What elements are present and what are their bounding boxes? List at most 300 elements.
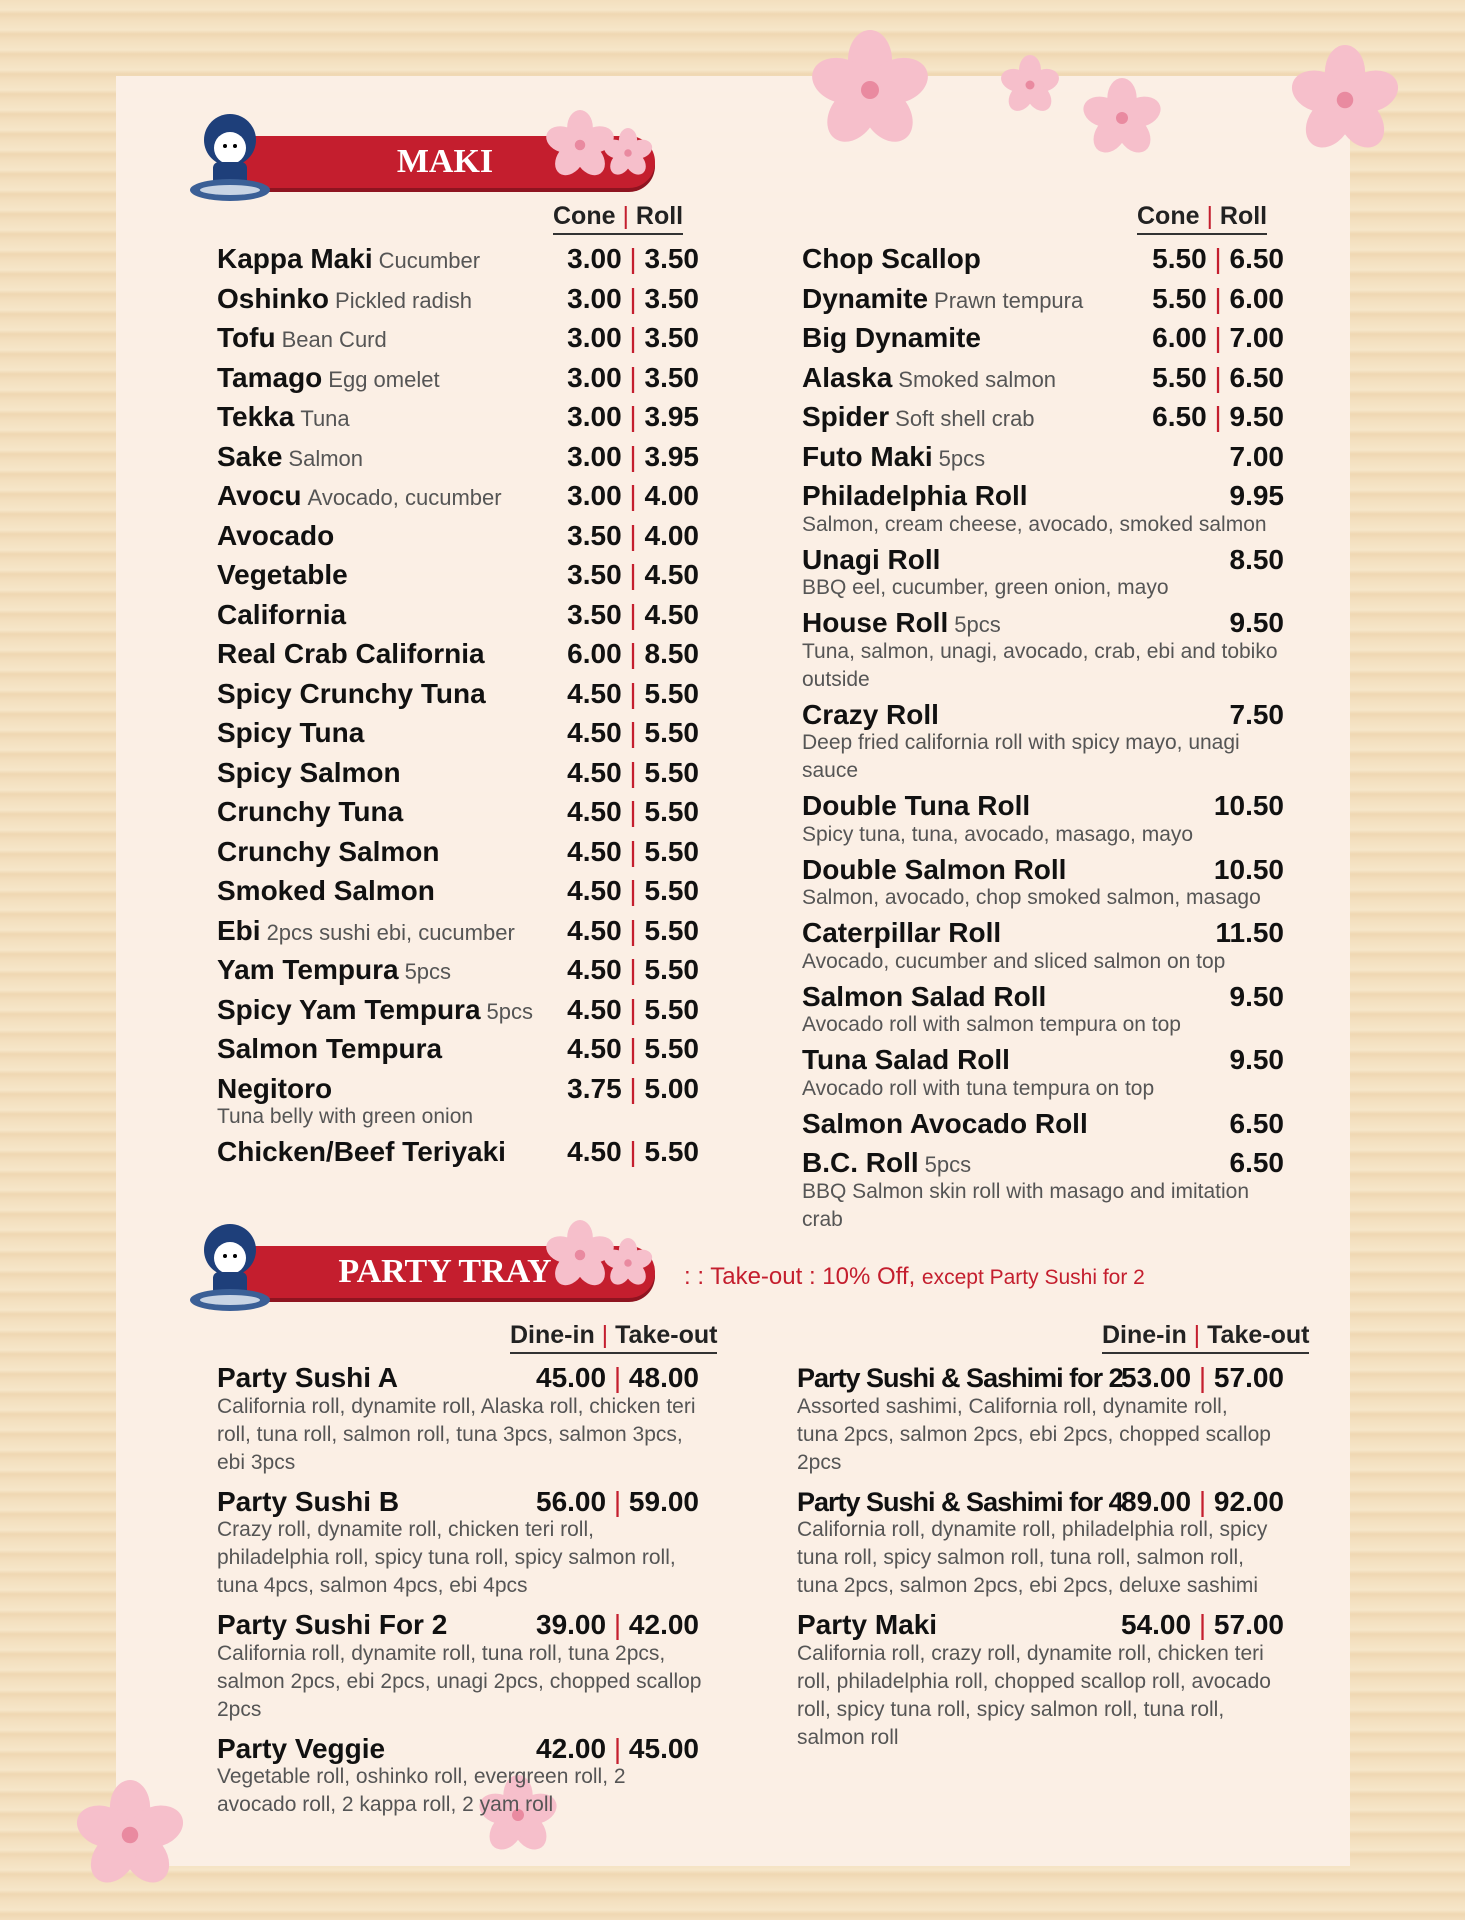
item-name-text: Avocado	[217, 519, 335, 551]
cone-price: 3.00	[567, 480, 622, 511]
item-name-text: Salmon Tempura	[217, 1033, 443, 1064]
cone-price: 3.00	[567, 440, 622, 472]
maki-left-col-header	[553, 202, 683, 235]
item-description: Avocado roll with tuna tempura on top	[802, 1076, 1155, 1100]
menu-item	[217, 912, 697, 952]
item-note: Egg omelet	[328, 366, 440, 392]
menu-item-row	[217, 1070, 697, 1110]
dine-in-price: 42.00	[536, 1732, 607, 1764]
roll-price: 5.50	[644, 717, 699, 748]
menu-item-row	[217, 556, 697, 596]
item-name	[802, 787, 1030, 825]
item-name	[217, 1070, 332, 1108]
item-price	[567, 1070, 699, 1108]
separator: |	[621, 401, 645, 432]
cone-price: 3.00	[567, 322, 622, 353]
cone-price: 3.00	[567, 282, 622, 314]
party-left-col-header	[510, 1321, 717, 1354]
menu-item	[217, 951, 697, 991]
item-name	[217, 872, 435, 910]
cone-label: Cone	[1137, 202, 1200, 230]
single-price: 9.50	[1229, 1044, 1284, 1075]
menu-item	[217, 635, 697, 675]
menu-item-row	[217, 951, 697, 991]
item-name-text: Real Crab California	[217, 638, 485, 669]
item-price	[1214, 787, 1284, 825]
item-name	[802, 604, 1001, 644]
item-name	[217, 477, 502, 517]
menu-item-row	[217, 635, 697, 675]
item-name-text: Salmon Salad Roll	[802, 980, 1047, 1012]
item-price	[567, 714, 699, 752]
item-name	[217, 319, 387, 359]
item-price	[567, 675, 699, 713]
roll-price: 4.00	[644, 480, 699, 511]
menu-item-row	[802, 1105, 1282, 1145]
item-price	[567, 991, 699, 1029]
menu-item-row	[797, 1359, 1282, 1399]
promo-exception: except Party Sushi for 2	[921, 1266, 1145, 1289]
item-name-text: Yam Tempura	[217, 954, 399, 985]
item-note: 5pcs	[486, 998, 534, 1024]
menu-item	[802, 398, 1282, 438]
cone-price: 4.50	[567, 835, 622, 867]
item-name-text: Smoked Salmon	[217, 875, 435, 906]
item-name-text: Oshinko	[217, 282, 330, 314]
menu-item	[797, 1483, 1282, 1601]
item-name	[217, 280, 472, 320]
item-description: California roll, crazy roll, dynamite roll, chicken teri roll, philadelphia roll, chopped scallop roll, avocado roll, spicy tuna roll, spicy salmon roll, tuna roll, salmon roll	[797, 1641, 1271, 1749]
roll-price: 5.50	[644, 875, 699, 906]
menu-item-row	[802, 398, 1282, 438]
cone-price: 3.50	[567, 519, 622, 551]
item-price	[567, 635, 699, 673]
sushi-chef-mascot-icon	[185, 1220, 275, 1320]
item-note: Pickled radish	[335, 287, 472, 313]
item-name-text: Spicy Yam Tempura	[217, 993, 481, 1025]
menu-item-row	[217, 280, 697, 320]
roll-price: 5.00	[644, 1072, 699, 1104]
separator: |	[621, 993, 645, 1025]
item-price	[567, 477, 699, 515]
item-description: Salmon, cream cheese, avocado, smoked salmon	[802, 512, 1267, 536]
item-price	[1230, 604, 1285, 642]
menu-item	[217, 359, 697, 399]
take-out-price: 57.00	[1213, 1609, 1284, 1640]
menu-item-row	[802, 477, 1282, 517]
item-price	[1152, 280, 1284, 318]
cone-price: 6.50	[1152, 401, 1207, 432]
menu-item-row	[217, 1359, 697, 1399]
take-out-label: Take-out	[1207, 1321, 1310, 1349]
promo-main: : : Take-out : 10% Off,	[684, 1263, 916, 1290]
dine-in-price: 54.00	[1121, 1609, 1192, 1640]
item-name	[802, 359, 1056, 399]
item-name-text: Party Maki	[797, 1609, 938, 1640]
item-name-text: House Roll	[802, 607, 949, 638]
item-name	[802, 398, 1035, 438]
roll-price: 6.00	[1229, 282, 1284, 314]
separator: |	[621, 480, 645, 511]
party-section-header	[185, 1240, 665, 1300]
menu-item	[802, 787, 1282, 849]
separator: |	[621, 243, 645, 274]
menu-item	[217, 398, 697, 438]
menu-item-row	[217, 1030, 697, 1070]
roll-price: 3.95	[644, 401, 699, 432]
item-name	[217, 991, 533, 1031]
roll-price: 5.50	[644, 796, 699, 827]
item-description: Vegetable roll, oshinko roll, evergreen roll, 2 avocado roll, 2 kappa roll, 2 yam roll	[217, 1765, 626, 1816]
dine-in-label: Dine-in	[1102, 1321, 1187, 1349]
item-name-text: Party Sushi B	[217, 1485, 400, 1517]
item-price	[1230, 477, 1285, 515]
menu-item	[217, 319, 697, 359]
item-name	[217, 438, 363, 478]
item-price	[567, 359, 699, 397]
menu-item	[217, 991, 697, 1031]
item-name-text: Alaska	[802, 361, 893, 393]
menu-item	[217, 754, 697, 794]
item-name-text: Dynamite	[802, 282, 929, 314]
separator: |	[621, 638, 645, 669]
menu-item-row	[217, 596, 697, 636]
item-price	[567, 596, 699, 634]
menu-item-row	[802, 240, 1282, 280]
menu-item-row	[217, 240, 697, 280]
menu-item-row	[217, 517, 697, 557]
maki-title: MAKI	[235, 136, 655, 188]
item-name-text: Philadelphia Roll	[802, 480, 1028, 511]
maki-right-col-header	[1137, 202, 1267, 235]
party-right-col-header	[1102, 1321, 1309, 1354]
item-name	[217, 833, 439, 871]
take-out-price: 42.00	[628, 1609, 699, 1640]
menu-item	[797, 1359, 1282, 1477]
separator: |	[606, 1362, 629, 1393]
menu-item	[802, 280, 1282, 320]
separator: |	[621, 559, 645, 590]
single-price: 6.50	[1229, 1147, 1284, 1178]
item-name	[802, 851, 1066, 889]
item-description: BBQ eel, cucumber, green onion, mayo	[802, 576, 1169, 599]
menu-item-row	[217, 991, 697, 1031]
menu-item-row	[217, 398, 697, 438]
item-name	[217, 1606, 447, 1644]
item-description: Assorted sashimi, California roll, dynamite roll, tuna 2pcs, salmon 2pcs, ebi 2pcs, chopped scallop 2pcs	[797, 1394, 1271, 1474]
item-name	[217, 1483, 399, 1521]
cone-price: 4.50	[567, 993, 622, 1025]
item-name	[802, 1144, 971, 1184]
menu-item	[217, 1359, 697, 1477]
menu-item-row	[802, 319, 1282, 359]
item-name	[802, 280, 1083, 320]
take-out-price: 59.00	[628, 1485, 699, 1517]
roll-price: 4.50	[644, 598, 699, 630]
item-name-text: Sake	[217, 440, 283, 472]
sakura-flower-icon	[603, 1238, 653, 1288]
item-name	[217, 635, 485, 673]
cone-price: 3.75	[567, 1072, 622, 1104]
roll-price: 4.00	[644, 519, 699, 551]
item-price	[567, 951, 699, 989]
item-name-text: Unagi Roll	[802, 543, 941, 575]
menu-item-row	[802, 787, 1282, 827]
menu-item	[217, 1133, 697, 1173]
menu-item-row	[802, 604, 1282, 644]
single-price: 9.50	[1229, 607, 1284, 638]
item-price	[1215, 914, 1284, 952]
item-name	[217, 556, 348, 594]
roll-price: 5.50	[644, 835, 699, 867]
menu-item-row	[802, 1144, 1282, 1184]
item-name	[802, 438, 985, 478]
take-out-price: 92.00	[1213, 1485, 1284, 1517]
single-price: 9.95	[1229, 480, 1284, 511]
menu-item-row	[217, 872, 697, 912]
item-name-text: Tuna Salad Roll	[802, 1044, 1010, 1075]
party-title: PARTY TRAY	[235, 1246, 655, 1298]
separator: |	[1191, 1362, 1214, 1393]
menu-item-row	[802, 1041, 1282, 1081]
item-price	[1152, 398, 1284, 436]
roll-price: 5.50	[644, 914, 699, 946]
menu-item-row	[217, 714, 697, 754]
sushi-chef-mascot-icon	[185, 110, 275, 210]
roll-price: 5.50	[644, 1136, 699, 1167]
item-name	[217, 1030, 442, 1068]
menu-item-row	[802, 280, 1282, 320]
menu-item-row	[217, 319, 697, 359]
item-description: California roll, dynamite roll, Alaska roll, chicken teri roll, tuna roll, salmon roll, tuna 3pcs, salmon 3pcs, ebi 3pcs	[217, 1394, 696, 1474]
separator: |	[606, 1485, 629, 1517]
separator: |	[1206, 243, 1230, 274]
separator: |	[621, 1072, 645, 1104]
item-description: California roll, dynamite roll, tuna roll, tuna 2pcs, salmon 2pcs, ebi 2pcs, unagi 2pcs, chopped scallop 2pcs	[217, 1641, 702, 1721]
item-price	[1230, 696, 1285, 734]
menu-item	[802, 1144, 1282, 1234]
item-note: Bean Curd	[281, 327, 387, 352]
cone-price: 6.00	[1152, 322, 1207, 353]
separator: |	[621, 598, 645, 630]
item-name	[802, 477, 1028, 515]
separator: |	[1206, 202, 1220, 230]
single-price: 8.50	[1229, 543, 1284, 575]
item-price	[1230, 438, 1285, 476]
separator: |	[621, 954, 645, 985]
item-price	[536, 1483, 699, 1521]
cone-price: 4.50	[567, 677, 622, 709]
item-price	[1121, 1483, 1284, 1521]
menu-item	[802, 1105, 1282, 1145]
sakura-flower-icon	[810, 30, 930, 150]
separator: |	[622, 202, 636, 230]
menu-item-row	[797, 1606, 1282, 1646]
item-price	[567, 280, 699, 318]
item-note: Avocado, cucumber	[307, 485, 502, 510]
item-note: 2pcs sushi ebi, cucumber	[266, 919, 515, 945]
menu-item	[217, 556, 697, 596]
item-name-text: Big Dynamite	[802, 322, 981, 353]
menu-item	[802, 477, 1282, 539]
cone-price: 3.00	[567, 401, 622, 432]
menu-item	[217, 1483, 697, 1601]
item-name-text: Chicken/Beef Teriyaki	[217, 1136, 506, 1167]
sakura-flower-icon	[1000, 55, 1060, 115]
item-price	[567, 517, 699, 555]
separator: |	[1206, 401, 1230, 432]
item-name	[217, 675, 486, 713]
separator: |	[601, 1321, 616, 1349]
sakura-flower-icon	[1082, 78, 1162, 158]
item-name-text: B.C. Roll	[802, 1147, 919, 1178]
item-name-text: Party Sushi & Sashimi for 2	[797, 1363, 1123, 1393]
item-description: California roll, dynamite roll, philadelphia roll, spicy tuna roll, spicy salmon roll, tuna roll, salmon roll, tuna 2pcs, salmon 2pcs, ebi 2pcs, deluxe sashimi	[797, 1518, 1268, 1597]
separator: |	[621, 677, 645, 709]
separator: |	[1191, 1485, 1214, 1517]
item-price	[567, 1133, 699, 1171]
item-price	[567, 556, 699, 594]
sakura-flower-icon	[75, 1780, 185, 1890]
item-name-text: Party Sushi & Sashimi for 4	[797, 1486, 1123, 1517]
dine-in-price: 89.00	[1121, 1485, 1192, 1517]
item-name	[217, 398, 350, 438]
separator: |	[621, 282, 645, 314]
item-name	[802, 240, 981, 278]
menu-item	[217, 1730, 697, 1820]
cone-price: 5.50	[1152, 243, 1207, 274]
menu-item	[802, 359, 1282, 399]
menu-item	[802, 240, 1282, 280]
item-price	[567, 912, 699, 950]
cone-price: 4.50	[567, 1136, 622, 1167]
item-name-text: Ebi	[217, 914, 261, 946]
item-name-text: Chop Scallop	[802, 243, 981, 274]
item-description: Salmon, avocado, chop smoked salmon, masago	[802, 886, 1261, 909]
separator: |	[1191, 1609, 1214, 1640]
item-description: Spicy tuna, tuna, avocado, masago, mayo	[802, 822, 1194, 846]
menu-item-row	[217, 477, 697, 517]
item-name	[217, 714, 364, 752]
roll-label: Roll	[1219, 202, 1268, 230]
menu-item	[217, 240, 697, 280]
separator: |	[621, 1136, 645, 1167]
item-name-text: Tekka	[217, 401, 295, 432]
roll-price: 3.50	[644, 282, 699, 314]
item-name	[217, 1730, 385, 1768]
roll-price: 5.50	[644, 954, 699, 985]
separator: |	[621, 440, 645, 472]
item-name	[217, 1133, 506, 1171]
item-name-text: Party Sushi For 2	[217, 1609, 448, 1640]
menu-item	[802, 1041, 1282, 1103]
menu-item	[217, 872, 697, 912]
cone-price: 4.50	[567, 954, 622, 985]
cone-price: 3.50	[567, 559, 622, 590]
roll-price: 6.50	[1229, 361, 1284, 393]
item-price	[567, 754, 699, 792]
cone-price: 4.50	[567, 1033, 622, 1064]
dine-in-label: Dine-in	[510, 1321, 595, 1349]
menu-item	[217, 1070, 697, 1132]
item-name	[217, 951, 451, 991]
single-price: 6.50	[1229, 1107, 1284, 1139]
item-description: Avocado, cucumber and sliced salmon on top	[802, 949, 1226, 973]
item-price	[567, 398, 699, 436]
item-name	[797, 1483, 1123, 1521]
menu-item-row	[217, 754, 697, 794]
menu-item	[217, 280, 697, 320]
item-name	[217, 754, 401, 792]
roll-price: 5.50	[644, 993, 699, 1025]
item-description: Crazy roll, dynamite roll, chicken teri roll, philadelphia roll, spicy tuna roll, spicy salmon roll, tuna 4pcs, salmon 4pcs, ebi 4pcs	[217, 1518, 676, 1597]
item-note: Prawn tempura	[934, 287, 1084, 313]
menu-item-row	[217, 1730, 697, 1770]
maki-left-list	[217, 240, 697, 1173]
menu-item	[802, 438, 1282, 478]
roll-price: 3.50	[644, 243, 699, 274]
item-name	[797, 1359, 1123, 1397]
cone-price: 3.00	[567, 243, 622, 274]
menu-item	[217, 438, 697, 478]
roll-price: 9.50	[1229, 401, 1284, 432]
separator: |	[606, 1732, 629, 1764]
item-name	[802, 1041, 1010, 1079]
item-name-text: California	[217, 598, 347, 630]
menu-item-row	[802, 359, 1282, 399]
item-description: Avocado roll with salmon tempura on top	[802, 1013, 1181, 1036]
item-name-text: Spicy Crunchy Tuna	[217, 677, 486, 709]
item-name	[217, 1359, 398, 1397]
single-price: 9.50	[1229, 980, 1284, 1012]
item-price	[567, 319, 699, 357]
item-name	[217, 240, 480, 280]
cone-price: 4.50	[567, 717, 622, 748]
item-name-text: Tofu	[217, 322, 276, 353]
menu-item	[802, 541, 1282, 603]
separator: |	[1206, 361, 1230, 393]
roll-price: 5.50	[644, 677, 699, 709]
item-note: Salmon	[288, 445, 363, 471]
menu-item-row	[802, 851, 1282, 891]
sakura-flower-icon	[1290, 45, 1400, 155]
item-name	[802, 1105, 1088, 1143]
cone-price: 6.00	[567, 638, 622, 669]
menu-item-row	[802, 541, 1282, 581]
roll-price: 3.50	[644, 361, 699, 393]
menu-item	[802, 604, 1282, 694]
item-price	[1152, 240, 1284, 278]
cone-price: 4.50	[567, 875, 622, 906]
item-description: BBQ Salmon skin roll with masago and imitation crab	[802, 1179, 1250, 1231]
item-note: 5pcs	[938, 445, 986, 471]
cone-price: 3.50	[567, 598, 622, 630]
separator: |	[1193, 1321, 1208, 1349]
item-note: Smoked salmon	[898, 366, 1057, 392]
item-price	[567, 1030, 699, 1068]
item-name	[802, 978, 1046, 1016]
item-name-text: Spider	[802, 401, 890, 432]
item-name	[802, 319, 981, 357]
item-name-text: Crunchy Tuna	[217, 796, 404, 827]
take-out-price: 45.00	[628, 1732, 699, 1764]
separator: |	[621, 835, 645, 867]
menu-item-row	[802, 438, 1282, 478]
item-name-text: Vegetable	[217, 559, 348, 590]
item-price	[567, 240, 699, 278]
separator: |	[1206, 322, 1230, 353]
item-note: Soft shell crab	[895, 406, 1035, 431]
